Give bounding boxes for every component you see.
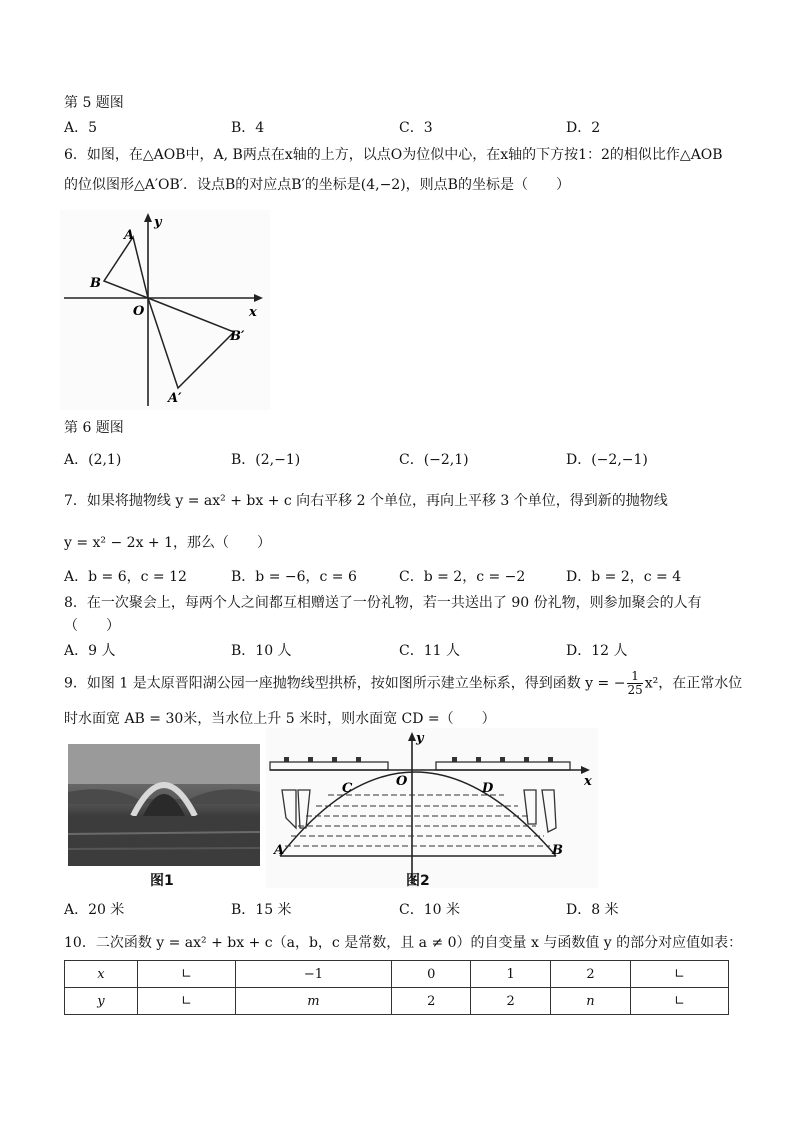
q8-option-d: D．12 人: [566, 643, 628, 659]
q9-option-d: D．8 米: [566, 902, 619, 918]
q6-label-o: O: [133, 304, 145, 319]
q7-option-a: A．b = 6，c = 12: [64, 569, 187, 585]
table-cell: ∟: [631, 988, 729, 1015]
q9-label-o: O: [396, 774, 408, 789]
q10-stem: 10．二次函数 y = ax² + bx + c（a，b，c 是常数，且 a ≠ 0）的自变量 x 与函数值 y 的部分对应值如表：: [64, 935, 743, 951]
q9-label-a: A: [274, 843, 285, 858]
q8-option-a: A．9 人: [64, 643, 116, 659]
q5-caption: 第 5 题图: [64, 95, 124, 111]
q6-caption: 第 6 题图: [64, 420, 124, 436]
q6-label-a-prime: A′: [168, 391, 182, 406]
q6-option-c: C．(−2,1): [399, 452, 469, 468]
table-cell: 0: [392, 961, 471, 988]
table-cell: ∟: [631, 961, 729, 988]
q6-stem-line2: 的位似图形△A′OB′．设点B的对应点B′的坐标是(4,−2)，则点B的坐标是（ ）: [64, 177, 570, 193]
q6-figure: [60, 210, 270, 410]
q9-bridge-photo: [68, 744, 260, 866]
q9-fraction-num: 1: [627, 670, 642, 684]
table-cell: 2: [550, 961, 630, 988]
q9-label-d: D: [482, 781, 494, 796]
q6-label-b-prime: B′: [230, 329, 245, 344]
q6-label-x: x: [249, 305, 257, 320]
q9-label-c: C: [342, 781, 353, 796]
table-cell: ∟: [137, 988, 235, 1015]
q6-option-d: D．(−2,−1): [566, 452, 648, 468]
q9-fig1-caption: 图1: [150, 873, 174, 889]
q7-stem-line1: 7．如果将抛物线 y = ax² + bx + c 向右平移 2 个单位，再向上平移 3 个单位，得到新的抛物线: [64, 493, 668, 509]
q9-stem-line1-b: x²，在正常水位: [644, 675, 743, 692]
table-cell: m: [235, 988, 391, 1015]
q9-stem-line1-a: 9．如图 1 是太原晋阳湖公园一座抛物线型拱桥，按如图所示建立坐标系，得到函数 y = −: [64, 675, 626, 692]
q9-stem-line2: 时水面宽 AB = 30米，当水位上升 5 米时，则水面宽 CD =（ ）: [64, 711, 496, 727]
q10-value-table: [64, 960, 729, 1015]
q9-option-a: A．20 米: [64, 902, 125, 918]
q6-option-a: A．(2,1): [64, 452, 122, 468]
q8-stem-line2: （ ）: [64, 618, 120, 634]
table-cell: 2: [471, 988, 550, 1015]
q9-fraction: [627, 670, 642, 697]
q6-label-a: A: [124, 228, 135, 243]
q7-option-b: B．b = −6，c = 6: [231, 569, 357, 585]
q8-option-c: C．11 人: [399, 643, 460, 659]
table-row-y: [65, 988, 729, 1015]
q8-option-b: B．10 人: [231, 643, 292, 659]
table-cell: 2: [392, 988, 471, 1015]
q5-option-a: A．5: [64, 120, 98, 136]
q5-option-c: C．3: [399, 120, 433, 136]
q9-label-x: x: [584, 774, 592, 789]
q5-option-b: B．4: [231, 120, 265, 136]
q7-option-c: C．b = 2，c = −2: [399, 569, 526, 585]
q7-option-d: D．b = 2，c = 4: [566, 569, 682, 585]
table-row-x: [65, 961, 729, 988]
q9-label-y: y: [416, 731, 424, 746]
q9-label-b: B: [552, 843, 563, 858]
q6-label-b: B: [90, 276, 101, 291]
q9-option-c: C．10 米: [399, 902, 460, 918]
q8-stem-line1: 8．在一次聚会上，每两个人之间都互相赠送了一份礼物，若一共送出了 90 份礼物，则参加聚会的人有: [64, 595, 702, 611]
q5-option-d: D．2: [566, 120, 601, 136]
table-cell: x: [65, 961, 138, 988]
q6-label-y: y: [154, 215, 162, 230]
table-cell: n: [550, 988, 630, 1015]
q9-arch-diagram: [266, 728, 598, 888]
q9-option-b: B．15 米: [231, 902, 292, 918]
q9-stem-line1: [64, 670, 742, 697]
q7-stem-line2: y = x² − 2x + 1，那么（ ）: [64, 535, 272, 551]
table-cell: 1: [471, 961, 550, 988]
q6-option-b: B．(2,−1): [231, 452, 301, 468]
q9-fraction-den: 25: [627, 683, 643, 697]
table-cell: y: [65, 988, 138, 1015]
table-cell: ∟: [137, 961, 235, 988]
q6-stem-line1: 6．如图，在△AOB中，A, B两点在x轴的上方，以点O为位似中心，在x轴的下方按1：2的相似比作△AOB: [64, 147, 723, 163]
q9-fig2-caption: 图2: [406, 873, 430, 889]
table-cell: −1: [235, 961, 391, 988]
